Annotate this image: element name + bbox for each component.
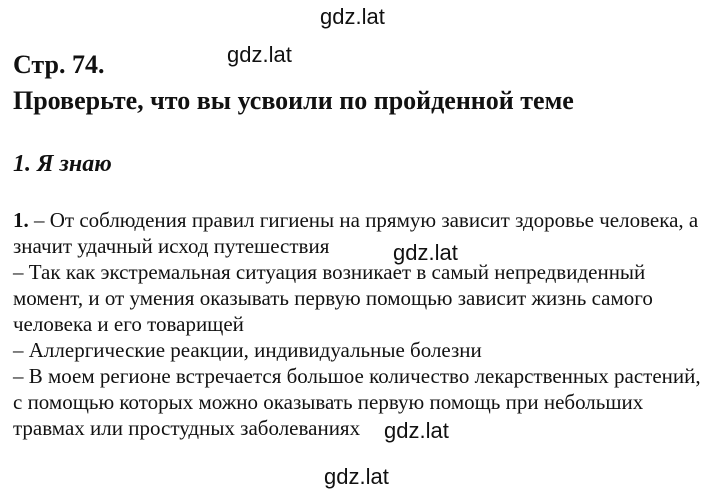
- answer-line: человека и его товарищей: [13, 312, 244, 336]
- answer-line: травмах или простудных заболеваниях: [13, 416, 361, 440]
- answer-line: – Аллергические реакции, индивидуальные болезни: [13, 338, 482, 362]
- answer-line: значит удачный исход путешествия: [13, 234, 330, 258]
- answer-text: [13, 207, 718, 441]
- watermark: gdz.lat: [384, 418, 449, 443]
- answer-line: с помощью которых можно оказывать первую помощь при небольших: [13, 390, 644, 414]
- answer-number: 1.: [13, 208, 29, 232]
- page-title: Проверьте, что вы усвоили по пройденной теме: [13, 86, 574, 115]
- answer-line-text: – От соблюдения правил гигиены на прямую зависит здоровье человека, а: [28, 208, 699, 232]
- answer-line: – Так как экстремальная ситуация возникает в самый непредвиденный: [13, 260, 646, 284]
- watermark: gdz.lat: [320, 4, 385, 29]
- answer-line: момент, и от умения оказывать первую помощью зависит жизнь самого: [13, 286, 653, 310]
- page-reference: Стр. 74.: [13, 50, 105, 79]
- watermark: gdz.lat: [324, 464, 389, 489]
- answer-line: [13, 207, 718, 233]
- watermark: gdz.lat: [227, 42, 292, 67]
- watermark: gdz.lat: [393, 240, 458, 265]
- answer-line: – В моем регионе встречается большое количество лекарственных растений,: [13, 364, 701, 388]
- section-heading: 1. Я знаю: [13, 151, 112, 177]
